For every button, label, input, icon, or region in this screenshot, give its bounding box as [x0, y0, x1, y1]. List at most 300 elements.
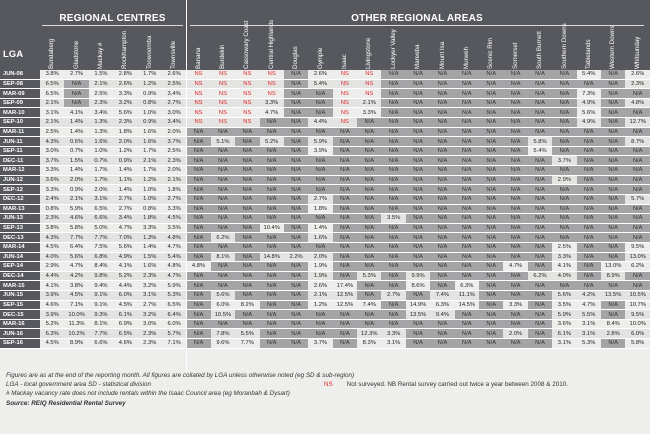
table-cell: N/A [430, 271, 454, 281]
table-cell: 3.5% [381, 214, 405, 224]
table-cell: 7.0% [113, 233, 137, 243]
table-cell: NS [357, 79, 381, 89]
table-cell: N/A [601, 89, 625, 99]
row-label: MAR-15 [0, 281, 40, 291]
table-cell: N/A [186, 194, 210, 204]
table-cell: 5.2% [260, 137, 284, 147]
table-cell: N/A [357, 281, 381, 291]
table-cell: N/A [503, 175, 527, 185]
table-cell: N/A [186, 223, 210, 233]
table-cell: N/A [308, 108, 332, 118]
table-cell: N/A [381, 204, 405, 214]
table-cell: N/A [552, 204, 576, 214]
table-cell: N/A [235, 214, 259, 224]
table-cell: 5.2% [113, 271, 137, 281]
table-cell: 5.5% [577, 310, 601, 320]
table-cell: N/A [381, 252, 405, 262]
table-cell: N/A [308, 319, 332, 329]
table-cell: 12.5% [333, 300, 357, 310]
table-cell: 3.4% [113, 214, 137, 224]
table-cell: 0.9% [138, 89, 162, 99]
table-cell: N/A [333, 204, 357, 214]
table-cell: N/A [430, 194, 454, 204]
table-cell: N/A [552, 194, 576, 204]
table-cell: N/A [186, 166, 210, 176]
table-cell: N/A [357, 166, 381, 176]
table-cell: N/A [357, 185, 381, 195]
table-cell: N/A [211, 281, 235, 291]
table-cell: 3.4% [162, 89, 186, 99]
table-row [0, 137, 650, 147]
table-cell: 2.8% [601, 329, 625, 339]
column-header [215, 31, 231, 69]
table-cell: N/A [528, 214, 552, 224]
table-cell: 2.7% [113, 204, 137, 214]
table-cell: 5.4% [308, 79, 332, 89]
table-cell: N/A [528, 329, 552, 339]
table-cell: 1.7% [138, 70, 162, 79]
table-cell: 4.5% [40, 242, 64, 252]
row-label: MAR-13 [0, 204, 40, 214]
table-cell: N/A [503, 79, 527, 89]
table-cell: 1.2% [138, 175, 162, 185]
column-header [459, 31, 475, 69]
group-separator [186, 0, 187, 371]
table-cell: 1.6% [308, 233, 332, 243]
table-cell: 4.5% [113, 300, 137, 310]
table-cell: N/A [455, 252, 479, 262]
table-cell: 4.7% [260, 108, 284, 118]
table-cell: N/A [381, 175, 405, 185]
table-cell: 7.7% [235, 339, 259, 349]
table-cell: 6.2% [211, 233, 235, 243]
table-cell: 1.5% [89, 70, 113, 79]
column-header-label: Murweh [463, 46, 470, 69]
row-label: JUN-13 [0, 214, 40, 224]
table-cell: 1.5% [138, 252, 162, 262]
table-cell: NS [235, 79, 259, 89]
column-header-label: Burdekin [219, 44, 226, 69]
table-row [0, 204, 650, 214]
table-cell: 5.4% [528, 146, 552, 156]
table-cell: 2.3% [625, 79, 650, 89]
table-cell: N/A [333, 185, 357, 195]
table-cell: N/A [601, 242, 625, 252]
table-cell: 2.0% [162, 127, 186, 137]
table-cell: N/A [455, 175, 479, 185]
table-cell: N/A [577, 137, 601, 147]
table-cell: N/A [455, 233, 479, 243]
table-cell: NS [333, 118, 357, 128]
table-cell: N/A [211, 175, 235, 185]
table-cell: N/A [406, 329, 430, 339]
table-cell: N/A [479, 310, 503, 320]
table-cell: NS [235, 98, 259, 108]
table-cell: N/A [260, 291, 284, 301]
table-cell: N/A [186, 310, 210, 320]
table-cell: N/A [308, 89, 332, 99]
table-cell: 12.3% [357, 329, 381, 339]
table-cell: 7.7% [64, 233, 88, 243]
table-cell: N/A [260, 271, 284, 281]
column-header-label: Livingstone [365, 37, 373, 69]
table-cell: 6.2% [625, 262, 650, 272]
table-cell: N/A [211, 319, 235, 329]
table-cell: N/A [381, 98, 405, 108]
table-cell: 1.6% [138, 127, 162, 137]
table-cell: N/A [260, 146, 284, 156]
column-header-label: South Burnett [536, 31, 544, 69]
table-cell: N/A [186, 233, 210, 243]
column-header-label: Gladstone [72, 40, 80, 69]
table-cell: 3.7% [162, 137, 186, 147]
row-label: MAR-16 [0, 319, 40, 329]
table-cell: N/A [625, 166, 650, 176]
table-cell: NS [357, 70, 381, 79]
table-cell: N/A [479, 185, 503, 195]
table-cell: N/A [186, 291, 210, 301]
table-cell: 1.0% [138, 194, 162, 204]
table-cell: 11.1% [455, 291, 479, 301]
table-cell: N/A [357, 175, 381, 185]
table-cell: N/A [503, 252, 527, 262]
table-cell: N/A [430, 118, 454, 128]
table-cell: N/A [357, 242, 381, 252]
table-cell: N/A [333, 233, 357, 243]
table-cell: 10.4% [260, 223, 284, 233]
table-cell: N/A [406, 194, 430, 204]
regional-centres-header: REGIONAL CENTRES [59, 13, 166, 24]
table-cell: N/A [406, 252, 430, 262]
table-cell: N/A [406, 118, 430, 128]
table-cell: N/A [186, 156, 210, 166]
table-cell: N/A [503, 339, 527, 349]
table-cell: N/A [625, 127, 650, 137]
table-cell: N/A [528, 185, 552, 195]
table-cell: 4.3% [40, 233, 64, 243]
table-cell: N/A [577, 146, 601, 156]
table-cell: N/A [284, 204, 308, 214]
table-cell: 8.9% [601, 271, 625, 281]
table-cell: 2.6% [308, 281, 332, 291]
table-row [0, 175, 650, 185]
row-label: JUN-12 [0, 175, 40, 185]
table-cell: N/A [260, 214, 284, 224]
table-cell: N/A [406, 291, 430, 301]
table-cell: N/A [528, 262, 552, 272]
column-header-label: Cassowary Coast [243, 20, 251, 69]
table-cell: N/A [577, 127, 601, 137]
table-cell: 9.5% [625, 242, 650, 252]
table-cell: 2.1% [64, 194, 88, 204]
table-cell: N/A [601, 127, 625, 137]
table-cell: 0.6% [64, 137, 88, 147]
column-header [386, 31, 402, 69]
table-cell: 5.6% [211, 291, 235, 301]
column-header-label: Scenic Rim [487, 37, 495, 69]
table-cell: 2.1% [357, 98, 381, 108]
table-cell: 4.6% [113, 339, 137, 349]
column-header [191, 31, 207, 69]
table-cell: N/A [601, 70, 625, 79]
footnotes [6, 371, 646, 408]
table-cell: N/A [284, 89, 308, 99]
table-cell: 3.2% [138, 281, 162, 291]
table-cell: N/A [528, 281, 552, 291]
table-cell: 2.3% [89, 98, 113, 108]
table-cell: 6.8% [89, 252, 113, 262]
table-cell: N/A [284, 70, 308, 79]
table-cell: 5.8% [625, 339, 650, 349]
table-cell: 5.6% [552, 291, 576, 301]
table-cell: 5.0% [89, 223, 113, 233]
table-cell: N/A [284, 271, 308, 281]
table-cell: N/A [430, 223, 454, 233]
row-label: DEC-15 [0, 310, 40, 320]
table-cell: 3.1% [577, 329, 601, 339]
table-cell: 1.6% [138, 262, 162, 272]
table-cell: N/A [211, 204, 235, 214]
table-cell: 2.7% [162, 194, 186, 204]
table-row [0, 89, 650, 99]
table-cell: NS [333, 98, 357, 108]
table-cell: N/A [284, 310, 308, 320]
table-cell: 3.8% [40, 70, 64, 79]
table-cell: 4.6% [64, 214, 88, 224]
table-cell: N/A [503, 242, 527, 252]
table-cell: 4.9% [577, 118, 601, 128]
table-cell: N/A [333, 146, 357, 156]
table-cell: 1.4% [64, 166, 88, 176]
regional-centres-underline [42, 25, 183, 26]
row-label: DEC-12 [0, 194, 40, 204]
table-cell: N/A [552, 281, 576, 291]
table-cell: N/A [552, 146, 576, 156]
table-cell: N/A [455, 98, 479, 108]
table-cell: N/A [381, 242, 405, 252]
column-header-label: Rockhampton [121, 30, 129, 69]
table-cell: 3.3% [381, 329, 405, 339]
table-cell: N/A [430, 252, 454, 262]
table-cell: 3.3% [357, 108, 381, 118]
column-header [605, 25, 621, 69]
table-cell: 3.1% [552, 339, 576, 349]
table-cell: N/A [430, 108, 454, 118]
table-cell: 3.1% [138, 291, 162, 301]
table-cell: 2.9% [552, 175, 576, 185]
table-cell: N/A [308, 127, 332, 137]
table-cell: 6.3% [40, 329, 64, 339]
table-cell: N/A [260, 319, 284, 329]
table-cell: N/A [479, 329, 503, 339]
table-cell: 5.6% [113, 242, 137, 252]
table-cell: 4.4% [113, 281, 137, 291]
table-row [0, 281, 650, 291]
table-cell: N/A [625, 233, 650, 243]
table-cell: N/A [503, 271, 527, 281]
table-cell: N/A [381, 89, 405, 99]
table-cell: 6.3% [455, 281, 479, 291]
table-cell: N/A [552, 70, 576, 79]
table-cell: N/A [430, 204, 454, 214]
table-cell: N/A [308, 310, 332, 320]
table-cell: N/A [186, 271, 210, 281]
table-cell: 1.9% [308, 271, 332, 281]
table-cell: N/A [333, 156, 357, 166]
table-cell: N/A [406, 262, 430, 272]
table-cell: 5.1% [211, 137, 235, 147]
table-cell: N/A [552, 98, 576, 108]
row-label: SEP-12 [0, 185, 40, 195]
table-cell: 5.9% [552, 310, 576, 320]
row-label: SEP-15 [0, 300, 40, 310]
table-cell: N/A [577, 214, 601, 224]
table-cell: 2.6% [308, 70, 332, 79]
table-cell: N/A [601, 339, 625, 349]
column-header-label: Southern Downs [560, 23, 568, 69]
column-header [239, 20, 255, 69]
table-cell: N/A [479, 137, 503, 147]
table-cell: N/A [406, 166, 430, 176]
table-cell: N/A [625, 175, 650, 185]
table-cell: 2.7% [381, 291, 405, 301]
table-cell: 5.7% [162, 329, 186, 339]
table-cell: N/A [406, 146, 430, 156]
table-row [0, 185, 650, 195]
footnote-lga-definition: LGA - local government area SD - statistical division [6, 381, 152, 389]
table-cell: 2.3% [113, 118, 137, 128]
table-cell: 8.9% [64, 339, 88, 349]
table-cell: N/A [211, 271, 235, 281]
row-label: SEP-13 [0, 223, 40, 233]
table-cell: N/A [601, 146, 625, 156]
table-cell: 9.1% [89, 291, 113, 301]
table-cell: N/A [381, 233, 405, 243]
table-cell: N/A [357, 118, 381, 128]
table-cell: 5.9% [162, 281, 186, 291]
table-cell: N/A [284, 156, 308, 166]
table-cell: N/A [455, 146, 479, 156]
table-cell: 7.1% [64, 300, 88, 310]
table-cell: N/A [479, 146, 503, 156]
table-cell: N/A [381, 79, 405, 89]
table-cell: NS [186, 70, 210, 79]
table-cell: N/A [308, 242, 332, 252]
table-cell: 6.1% [552, 329, 576, 339]
table-cell: N/A [186, 127, 210, 137]
column-header-label: Mareeba [414, 44, 422, 69]
table-cell: N/A [381, 118, 405, 128]
table-cell: N/A [186, 242, 210, 252]
table-cell: N/A [455, 319, 479, 329]
table-cell: 0.8% [138, 98, 162, 108]
table-cell: N/A [406, 127, 430, 137]
table-cell: NS [211, 118, 235, 128]
table-cell: N/A [235, 262, 259, 272]
table-cell: N/A [552, 214, 576, 224]
table-cell: N/A [186, 252, 210, 262]
table-cell: N/A [528, 98, 552, 108]
table-cell: N/A [528, 233, 552, 243]
table-cell: N/A [601, 118, 625, 128]
table-cell: N/A [260, 300, 284, 310]
column-header [435, 31, 451, 69]
table-cell: N/A [357, 262, 381, 272]
table-cell: 5.8% [528, 137, 552, 147]
table-cell: N/A [528, 194, 552, 204]
table-cell: N/A [528, 310, 552, 320]
table-cell: N/A [284, 242, 308, 252]
table-cell: N/A [381, 70, 405, 79]
table-cell: N/A [357, 233, 381, 243]
table-cell: N/A [406, 156, 430, 166]
table-cell: 9.5% [625, 310, 650, 320]
table-cell: N/A [577, 223, 601, 233]
table-cell: 0.9% [113, 156, 137, 166]
table-cell: N/A [430, 319, 454, 329]
table-cell: N/A [333, 214, 357, 224]
table-cell: N/A [381, 185, 405, 195]
table-cell: N/A [577, 166, 601, 176]
table-cell: N/A [430, 98, 454, 108]
table-cell: N/A [284, 118, 308, 128]
table-cell: 5.3% [577, 339, 601, 349]
table-row [0, 242, 650, 252]
table-cell: 2.0% [503, 329, 527, 339]
table-cell: N/A [284, 79, 308, 89]
table-cell: N/A [479, 79, 503, 89]
table-cell: 6.5% [113, 329, 137, 339]
table-cell: N/A [430, 262, 454, 272]
table-cell: 4.7% [503, 262, 527, 272]
table-cell: N/A [308, 156, 332, 166]
table-cell: 2.1% [162, 175, 186, 185]
table-cell: 3.3% [260, 98, 284, 108]
table-cell: N/A [235, 137, 259, 147]
table-cell: N/A [357, 291, 381, 301]
table-cell: NS [333, 70, 357, 79]
table-cell: N/A [430, 146, 454, 156]
table-cell: N/A [503, 156, 527, 166]
row-label: JUN-11 [0, 137, 40, 147]
table-cell: 2.7% [308, 194, 332, 204]
table-cell: N/A [406, 242, 430, 252]
table-cell: N/A [503, 291, 527, 301]
table-cell: N/A [211, 146, 235, 156]
table-cell: 4.0% [552, 271, 576, 281]
table-cell: N/A [577, 262, 601, 272]
table-cell: N/A [479, 98, 503, 108]
column-header [44, 31, 60, 69]
table-cell: N/A [381, 146, 405, 156]
table-cell: 6.6% [89, 339, 113, 349]
table-cell: 3.7% [40, 156, 64, 166]
table-cell: N/A [601, 310, 625, 320]
table-cell: 5.7% [625, 194, 650, 204]
table-cell: 14.9% [406, 300, 430, 310]
table-cell: N/A [552, 185, 576, 195]
table-cell: 1.8% [138, 214, 162, 224]
table-cell: N/A [455, 118, 479, 128]
table-cell: N/A [479, 281, 503, 291]
table-cell: N/A [601, 204, 625, 214]
table-cell: N/A [455, 108, 479, 118]
column-header [93, 31, 109, 69]
table-row [0, 233, 650, 243]
table-cell: N/A [577, 252, 601, 262]
table-cell: 3.2% [138, 310, 162, 320]
table-cell: N/A [479, 204, 503, 214]
